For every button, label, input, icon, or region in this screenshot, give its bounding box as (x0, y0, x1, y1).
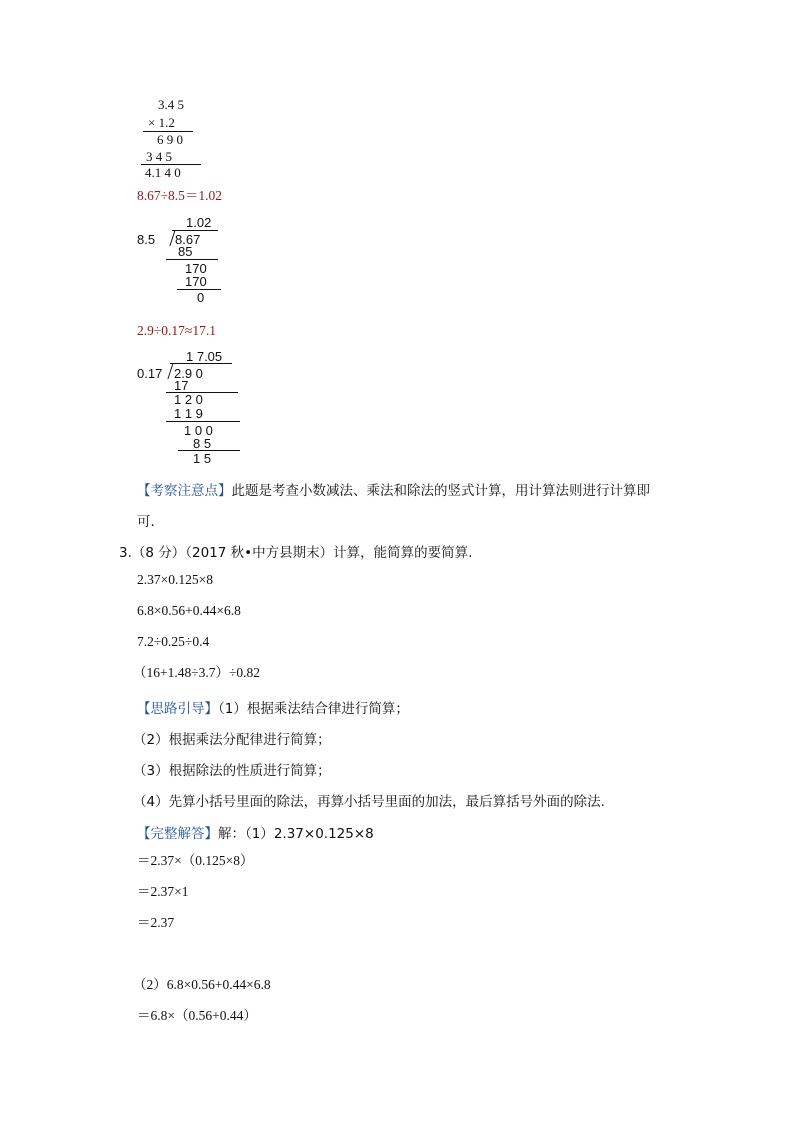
div1-step-2: 170 (185, 261, 207, 276)
division-2-equation: 2.9÷0.17≈17.1 (137, 323, 216, 338)
mult-partial-1: 6 9 0 (157, 132, 183, 147)
div1-top-line (172, 230, 218, 231)
hint-line-2: （2）根据乘法分配律进行简算； (133, 732, 331, 748)
answer-step-1: ＝2.37×（0.125×8） (137, 853, 254, 868)
div2-quotient: 1 7.05 (186, 349, 223, 364)
div2-step-1: 17 (174, 378, 189, 393)
hint-paragraph (137, 697, 409, 717)
div2-step-3: 1 1 9 (174, 406, 203, 421)
div2-divisor: 0.17 (137, 366, 163, 381)
answer-part-2-step-1: ＝6.8×（0.56+0.44） (137, 1008, 257, 1023)
hint-line-4: （4）先算小括号里面的除法，再算小括号里面的加法，最后算括号外面的除法. (133, 794, 605, 810)
answer-paragraph (137, 822, 374, 842)
hint-line-1: （1）根据乘法结合律进行简算； (218, 701, 409, 717)
mult-multiplier: × 1.2 (148, 115, 175, 130)
answer-step-2: ＝2.37×1 (137, 884, 189, 899)
answer-lead: 解：（1）2.37×0.125×8 (218, 826, 374, 842)
div1-dividend: 8.67 (175, 232, 201, 247)
question-3-line-2: 6.8×0.56+0.44×6.8 (137, 603, 241, 618)
note-paragraph (137, 479, 650, 499)
note-tag: 【考察注意点】 (137, 483, 232, 499)
div1-divisor: 8.5 (137, 232, 156, 247)
div2-line-2 (166, 421, 240, 422)
div2-top-line (170, 363, 232, 364)
note-text-2: 可. (137, 514, 155, 530)
div1-remainder: 0 (197, 290, 205, 305)
note-text-1: 此题是考查小数减法、乘法和除法的竖式计算，用计算法则进行计算即 (231, 483, 650, 499)
hint-line-3: （3）根据除法的性质进行简算； (133, 763, 331, 779)
div1-step-1: 85 (178, 244, 193, 259)
div2-dividend: 2.9 0 (174, 366, 203, 381)
hint-tag: 【思路引导】 (137, 701, 218, 717)
div1-quotient: 1.02 (186, 215, 212, 230)
mult-top: 3.4 5 (158, 97, 184, 112)
question-3-line-3: 7.2÷0.25÷0.4 (137, 634, 210, 649)
mult-partial-2: 3 4 5 (146, 149, 172, 164)
div2-remainder: 1 5 (193, 451, 212, 466)
question-3-heading: 3.（8 分）（2017 秋•中方县期末）计算，能简算的要简算. (119, 545, 473, 561)
div2-bracket (167, 363, 173, 379)
div1-step-3: 170 (185, 274, 207, 289)
div2-step-2: 1 2 0 (174, 392, 203, 407)
question-3-line-4: （16+1.48÷3.7）÷0.82 (133, 665, 261, 680)
answer-tag: 【完整解答】 (137, 826, 218, 842)
question-3-line-1: 2.37×0.125×8 (137, 572, 213, 587)
div2-step-5: 8 5 (193, 436, 212, 451)
div2-step-4: 1 0 0 (184, 423, 213, 438)
division-1-equation: 8.67÷8.5＝1.02 (137, 188, 223, 203)
mult-result: 4.1 4 0 (145, 165, 181, 180)
answer-part-2: （2）6.8×0.56+0.44×6.8 (133, 977, 271, 992)
div1-line-1 (166, 259, 218, 260)
answer-step-3: ＝2.37 (137, 915, 175, 930)
